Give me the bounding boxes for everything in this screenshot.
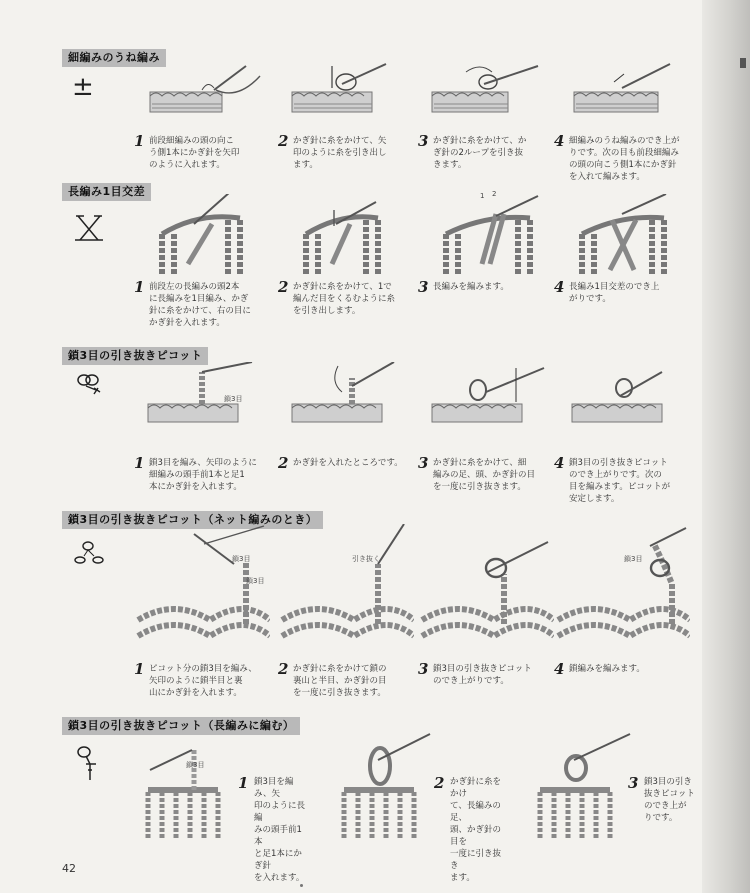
- step-text: 長編みを編みます。: [433, 282, 509, 292]
- picot-symbol-icon: [72, 370, 106, 410]
- step-number: 1: [134, 660, 145, 678]
- step-text: 鎖編みを編みます。: [569, 664, 645, 674]
- step-label: 2: [492, 190, 497, 198]
- step-text: かぎ針に糸をかけて、細 編みの足、頭、かぎ針の目 を一度に引き抜きます。: [433, 458, 536, 492]
- section-title: 長編み1目交差: [62, 183, 151, 201]
- gutter-mark: [740, 58, 746, 68]
- step-label: 鎖3目: [186, 761, 205, 769]
- step-number: 4: [554, 278, 565, 296]
- step-label: 引き抜く: [352, 555, 380, 563]
- crochet-illustration: [562, 362, 690, 432]
- crochet-illustration: [286, 194, 414, 274]
- section-picot: [62, 344, 702, 504]
- step-label: 鎖3目: [232, 555, 251, 563]
- step-number: 1: [134, 278, 145, 296]
- section-title: 鎖3目の引き抜きピコット（長編みに編む）: [62, 717, 300, 735]
- step-text: 前段左の長編みの頭2本 に長編みを1目編み、かぎ 針に糸をかけて、右の目に かぎ針を入れます。: [149, 282, 251, 328]
- step-number: 2: [278, 132, 289, 150]
- step-text: 鎖3目の引き抜きピコット のでき上がりです。: [433, 664, 532, 686]
- step-label: 鎖3目: [224, 395, 243, 403]
- step-text: 長編み1目交差のでき上 がりです。: [569, 282, 660, 304]
- step-number: 1: [134, 132, 145, 150]
- step-text: かぎ針に糸をかけて鎖の 裏山と半目、かぎ針の目 を一度に引き抜きます。: [293, 664, 387, 698]
- step-number: 1: [238, 774, 249, 792]
- step-label: 鎖3目: [246, 577, 265, 585]
- step-text: 前段細編みの頭の向こ う側1本にかぎ針を矢印 のように入れます。: [149, 136, 240, 170]
- step-number: 2: [278, 660, 289, 678]
- step-number: 4: [554, 454, 565, 472]
- section-double-crochet-cross: [62, 180, 702, 335]
- step-number: 4: [554, 132, 565, 150]
- crochet-illustration: [142, 730, 242, 838]
- crochet-illustration: [286, 362, 414, 432]
- step-number: 3: [628, 774, 639, 792]
- step-text: 細編みのうね編みのでき上が りです。次の目も前段細編み の頭の向こう側1本にかぎ針 を入れて編みます。: [569, 136, 680, 182]
- crochet-illustration: [286, 60, 414, 130]
- crochet-illustration: [426, 194, 554, 274]
- crochet-illustration: [426, 60, 554, 130]
- crochet-illustration: [562, 194, 690, 274]
- step-label: 1: [480, 192, 485, 200]
- net-picot-symbol-icon: [72, 536, 106, 576]
- step-text: かぎ針に糸をかけて、か ぎ針の2ループを引き抜 きます。: [433, 136, 527, 170]
- crochet-illustration: [554, 524, 690, 642]
- step-text: かぎ針に糸をかけて、1で 編んだ目をくるむように糸 を引き出します。: [293, 282, 396, 316]
- step-number: 3: [418, 132, 429, 150]
- step-number: 3: [418, 278, 429, 296]
- step-text: ピコット分の鎖3目を編み、 矢印のように鎖半目と裏 山にかぎ針を入れます。: [149, 664, 257, 698]
- symbol-icon: [72, 72, 106, 112]
- crochet-illustration: [142, 60, 270, 130]
- crochet-illustration: [278, 524, 414, 642]
- step-number: 4: [554, 660, 565, 678]
- step-number: 2: [278, 278, 289, 296]
- step-number: 1: [134, 454, 145, 472]
- step-number: 3: [418, 454, 429, 472]
- page-number: 42: [62, 862, 76, 875]
- symbol-text: ±: [72, 72, 94, 102]
- step-text: かぎ針を入れたところです。: [293, 458, 403, 468]
- crochet-illustration: [142, 194, 270, 274]
- crochet-illustration: [418, 524, 554, 642]
- section-single-crochet-back-loop: [62, 46, 702, 181]
- print-mark: [300, 884, 303, 887]
- step-text: かぎ針に糸をかけて、矢 印のように糸を引き出し ます。: [293, 136, 387, 170]
- crochet-illustration: [142, 362, 270, 432]
- section-title: 細編みのうね編み: [62, 49, 166, 67]
- section-title: 鎖3目の引き抜きピコット（ネット編みのとき）: [62, 511, 323, 529]
- step-text: かぎ針に糸をかけ て、長編みの足、 頭、かぎ針の目を 一度に引き抜き ます。: [450, 777, 502, 883]
- step-text: 鎖3目の引き 抜きピコット のでき上が りです。: [644, 777, 695, 823]
- crochet-illustration: [534, 730, 634, 838]
- section-picot-net: [62, 508, 702, 708]
- crochet-illustration: [426, 362, 554, 432]
- cross-symbol-icon: [72, 206, 106, 246]
- page-gutter: [702, 0, 750, 893]
- step-text: 鎖3目を編み、矢印のように 細編みの頭手前1本と足1 本にかぎ針を入れます。: [149, 458, 257, 492]
- double-picot-symbol-icon: [72, 744, 106, 784]
- step-number: 2: [278, 454, 289, 472]
- crochet-illustration: [562, 60, 690, 130]
- step-text: 鎖3目の引き抜きピコット のでき上がりです。次の 目を編みます。ピコットが 安定します。: [569, 458, 671, 504]
- section-title: 鎖3目の引き抜きピコット: [62, 347, 208, 365]
- crochet-illustration: [338, 730, 438, 838]
- step-text: 鎖3目を編み、矢 印のように長編 みの頭手前1本 と足1本にかぎ針 を入れます。: [254, 777, 306, 883]
- step-number: 3: [418, 660, 429, 678]
- step-label: 鎖3目: [624, 555, 643, 563]
- step-number: 2: [434, 774, 445, 792]
